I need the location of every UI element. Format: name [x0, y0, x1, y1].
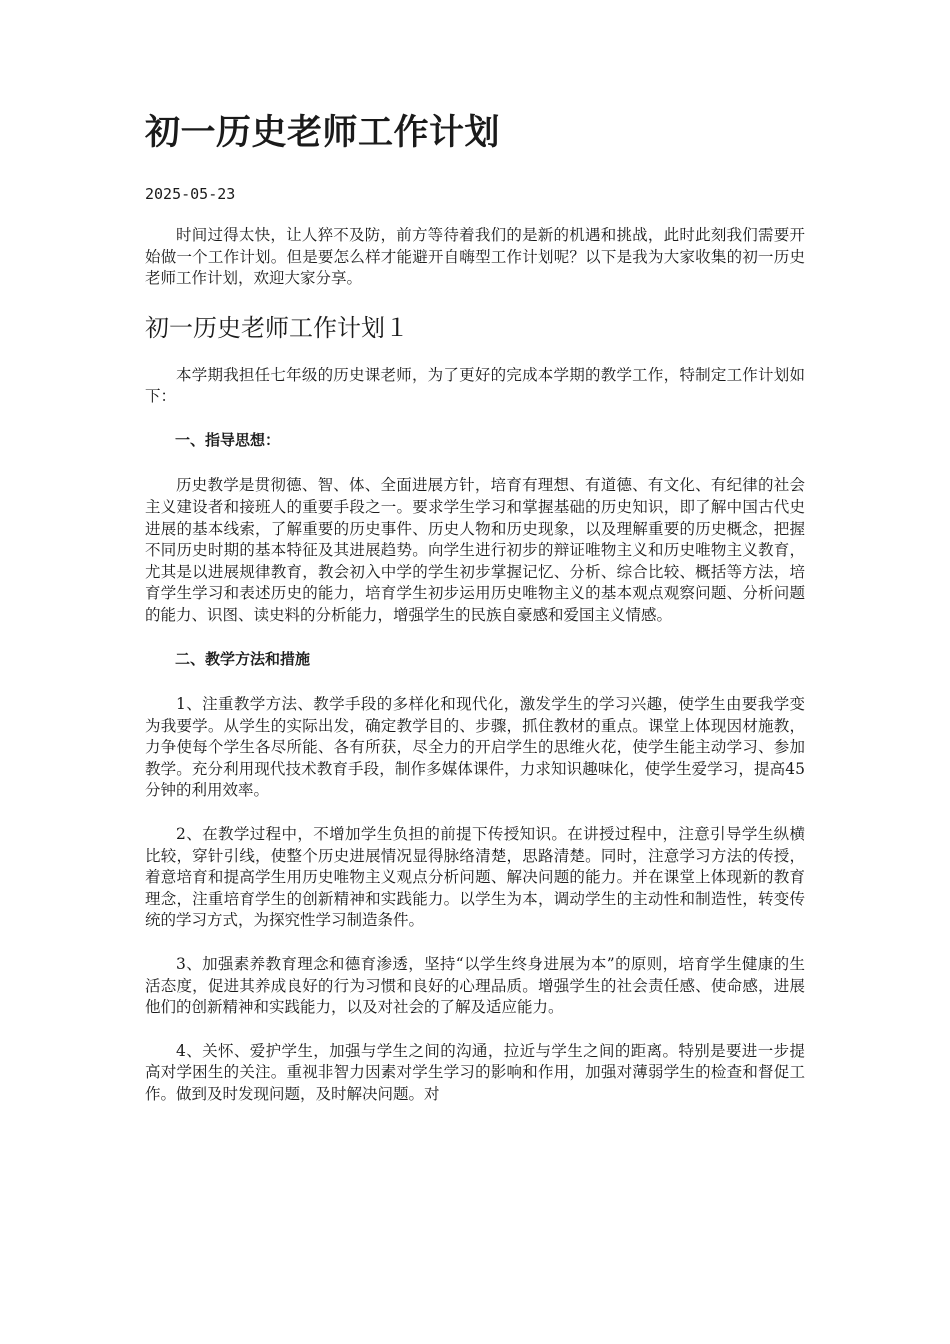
method-item-4: 4、关怀、爱护学生，加强与学生之间的沟通，拉近与学生之间的距离。特别是要进一步提高对学困生的关注。重视非智力因素对学生学习的影响和作用，加强对薄弱学生的检查和督促工作。做到及时发现问题，及时解决问题。对	[145, 1041, 805, 1104]
method-item-2: 2、在教学过程中，不增加学生负担的前提下传授知识。在讲授过程中，注意引导学生纵横比较，穿针引线，使整个历史进展情况显得脉络清楚，思路清楚。同时，注意学习方法的传授，着意培育和提高学生用历史唯物主义观点分析问题、解决问题的能力。并在课堂上体现新的教育理念，注重培育学生的创新精神和实践能力。以学生为本，调动学生的主动性和制造性，转变传统的学习方式，为探究性学习制造条件。	[145, 825, 805, 930]
method-item-1: 1、注重教学方法、教学手段的多样化和现代化，激发学生的学习兴趣，使学生由要我学变为我要学。从学生的实际出发，确定教学目的、步骤，抓住教材的重点。课堂上体现因材施教，力争使每个学生各尽所能、各有所获，尽全力的开启学生的思维火花，使学生能主动学习、参加教学。充分利用现代技术教育手段，制作多媒体课件，力求知识趣味化，使学生爱学习，提高45分钟的利用效率。	[145, 695, 805, 800]
document-page	[145, 112, 805, 1128]
document-title: 初一历史老师工作计划	[145, 112, 501, 153]
publish-date: 2025-05-23	[145, 185, 236, 203]
guiding-ideology-paragraph: 历史教学是贯彻德、智、体、全面进展方针，培育有理想、有道德、有文化、有纪律的社会主义建设者和接班人的重要手段之一。要求学生学习和掌握基础的历史知识，即了解中国古代史进展的基本线索，了解重要的历史事件、历史人物和历史现象，以及理解重要的历史概念，把握不同历史时期的基本特征及其进展趋势。向学生进行初步的辩证唯物主义和历史唯物主义教育，尤其是以进展规律教育，教会初入中学的学生初步掌握记忆、分析、综合比较、概括等方法，培育学生学习和表述历史的能力，培育学生初步运用历史唯物主义的基本观点观察问题、分析问题的能力、识图、读史料的分析能力，增强学生的民族自豪感和爱国主义情感。	[145, 476, 805, 624]
section-intro-paragraph: 本学期我担任七年级的历史课老师，为了更好的完成本学期的教学工作，特制定工作计划如下：	[145, 365, 805, 406]
intro-paragraph: 时间过得太快，让人猝不及防，前方等待着我们的是新的机遇和挑战，此时此刻我们需要开始做一个工作计划。但是要怎么样才能避开自嗨型工作计划呢？以下是我为大家收集的初一历史老师工作计划，欢迎大家分享。	[145, 226, 805, 288]
method-item-3: 3、加强素养教育理念和德育渗透，坚持“以学生终身进展为本”的原则，培育学生健康的生活态度，促进其养成良好的行为习惯和良好的心理品质。增强学生的社会责任感、使命感，进展他们的创新精神和实践能力，以及对社会的了解及适应能力。	[145, 955, 805, 1017]
subheading-methods: 二、教学方法和措施	[175, 649, 311, 668]
section-heading: 初一历史老师工作计划１	[145, 313, 409, 342]
subheading-guiding-ideology: 一、指导思想：	[175, 430, 281, 449]
